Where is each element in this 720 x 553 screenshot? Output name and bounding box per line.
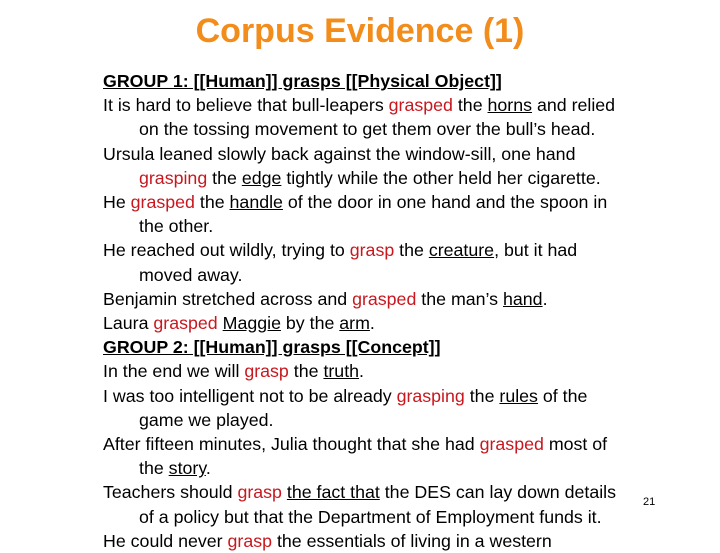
page-number: 21 [643,496,656,508]
text-segment: Teachers should [103,482,238,503]
underlined-object: horns [487,95,533,116]
highlighted-verb: grasped [130,192,195,213]
text-segment: . [359,361,364,382]
text-segment: I was too intelligent not to be already [103,385,397,406]
text-line [103,456,703,480]
text-segment: tightly while the other held her cigarette. [281,167,601,188]
text-segment: the other. [139,216,214,237]
text-segment: Ursula leaned slowly back against the window-sill, one hand [103,143,576,164]
text-line [103,384,703,408]
text-line [103,166,703,190]
text-segment: moved away. [139,264,243,285]
text-segment: most of [543,434,608,455]
underlined-object: edge [241,167,282,188]
underlined-object: the fact that [286,482,380,503]
text-segment: After fifteen minutes, Julia thought that she had [103,434,480,455]
text-segment: the [288,361,324,382]
highlighted-verb: grasped [388,95,453,116]
text-segment: the [207,167,242,188]
text-segment: of the door in one hand and the spoon in [282,192,608,213]
text-segment: of a policy but that the Department of Employment funds it. [139,506,602,527]
highlighted-verb: grasped [479,434,544,455]
slide-body [103,69,703,553]
text-line [103,287,703,311]
text-segment: . [369,313,375,334]
text-segment: the essentials [272,530,391,551]
text-line [103,190,703,214]
text-segment: the [464,385,500,406]
highlighted-verb: grasping [396,385,465,406]
text-segment: on the tossing movement to get them over the bull’s head. [139,119,596,140]
text-segment: , but it had [494,240,578,261]
text-line [103,142,703,166]
text-segment: GROUP 1: [[Human]] grasps [[Physical Object]] [103,71,502,91]
text-segment: In the end we will [103,361,245,382]
text-segment: the DES can lay down details [379,482,617,503]
highlighted-verb: grasp [244,361,289,382]
group-header [103,69,703,93]
text-segment: the [194,192,230,213]
highlighted-verb: grasp [227,530,273,551]
text-line [103,311,703,335]
underlined-object: truth [323,361,360,382]
slide-title: Corpus Evidence (1) [195,12,525,50]
highlighted-verb: grasped [352,288,417,309]
underlined-object: story [168,458,206,479]
text-segment: Benjamin stretched across and [103,288,353,309]
text-segment: and relied [532,95,616,116]
underlined-object: arm [339,313,370,334]
text-line [103,117,703,141]
highlighted-verb: grasp [237,482,282,503]
text-segment: game we played. [139,409,274,430]
text-line [103,505,703,529]
text-line [103,93,703,117]
text-segment: the man’s [416,288,503,309]
text-line [103,432,703,456]
text-segment: the [139,458,169,479]
underlined-object: hand [503,288,543,309]
underlined-object: handle [229,192,283,213]
text-segment: of the [537,385,588,406]
text-segment: It is hard to believe that bull-leapers [103,95,389,116]
text-segment: He [103,192,131,213]
text-segment: of living in a western [390,530,552,551]
text-line [103,263,703,287]
underlined-object: Maggie [222,313,281,334]
text-segment: Laura [103,313,154,334]
text-line [103,359,703,383]
group-header [103,335,703,359]
underlined-object: creature [428,240,495,261]
highlighted-verb: grasp [349,240,395,261]
text-line [103,529,703,553]
text-line [103,238,703,262]
text-segment: the [452,95,488,116]
text-segment: the [394,240,429,261]
highlighted-verb: grasped [153,313,218,334]
text-segment: . [542,288,548,309]
text-segment: He reached out wildly, trying to [103,240,350,261]
text-line [103,480,703,504]
text-line [103,408,703,432]
text-segment: He could never [103,530,228,551]
text-segment: GROUP 2: [[Human]] grasps [[Concept]] [103,337,441,358]
underlined-object: rules [499,385,538,406]
text-segment: by the [280,313,340,334]
highlighted-verb: grasping [139,167,208,188]
text-line [103,214,703,238]
text-segment: . [205,458,211,479]
